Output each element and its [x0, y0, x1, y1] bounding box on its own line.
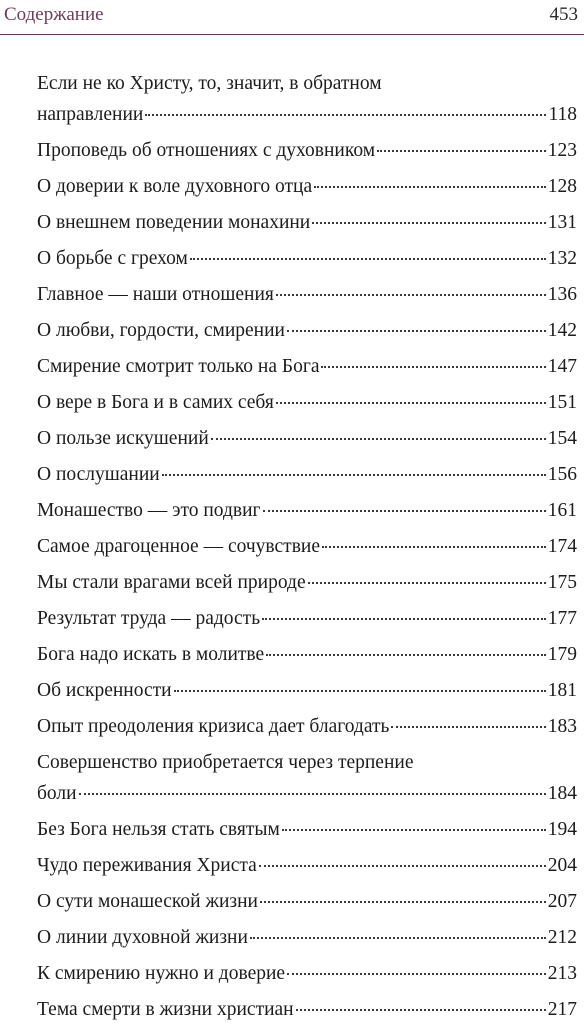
toc-entry-title: Результат труда — радость — [37, 608, 261, 629]
toc-entry-page-number: 174 — [547, 536, 577, 557]
toc-entry-row — [37, 387, 577, 418]
toc-entry[interactable] — [37, 567, 577, 598]
toc-entry-page-number: 131 — [547, 212, 577, 233]
toc-entry-page-number: 184 — [547, 783, 577, 804]
toc-entry-title: О доверии к воле духовного отца — [37, 176, 313, 197]
toc-entry-row — [37, 243, 577, 274]
toc-entry-title: Тема смерти в жизни христиан — [37, 999, 294, 1020]
toc-entry[interactable] — [37, 603, 577, 634]
toc-entry-page-number: 151 — [547, 392, 577, 413]
toc-entry-title-line: Совершенство приобретается через терпение — [37, 752, 414, 773]
toc-entry-title: Бога надо искать в молитве — [37, 644, 265, 665]
dot-leader — [287, 330, 546, 332]
toc-entry[interactable] — [37, 459, 577, 490]
toc-entry-page-number: 136 — [547, 284, 577, 305]
dot-leader — [174, 690, 546, 692]
dot-leader — [296, 1009, 546, 1011]
page-number: 453 — [549, 4, 578, 25]
toc-entry-title: Смирение смотрит только на Бога — [37, 356, 320, 377]
toc-entry[interactable] — [37, 886, 577, 917]
toc-entry-title: О сути монашеской жизни — [37, 891, 258, 912]
toc-entry-title: О вере в Бога и в самих себя — [37, 392, 274, 413]
toc-entry[interactable] — [37, 279, 577, 310]
toc-entry[interactable] — [37, 675, 577, 706]
toc-entry[interactable] — [37, 711, 577, 742]
toc-entry-page-number: 154 — [547, 428, 577, 449]
toc-entry-page-number: 213 — [547, 963, 577, 984]
dot-leader — [276, 402, 546, 404]
toc-entry-title: К смирению нужно и доверие — [37, 963, 286, 984]
toc-entry-row — [37, 171, 577, 202]
toc-entry-row — [37, 531, 577, 562]
dot-leader — [145, 114, 546, 116]
running-header — [0, 0, 584, 35]
toc-entry-page-number: 123 — [547, 140, 577, 161]
toc-entry-row — [37, 207, 577, 238]
dot-leader — [162, 474, 546, 476]
toc-entry[interactable] — [37, 994, 577, 1025]
toc-entry-page-number: 217 — [547, 999, 577, 1020]
toc-entry-page-number: 177 — [547, 608, 577, 629]
toc-entry-title: Главное — наши отношения — [37, 284, 274, 305]
toc-entry-row — [37, 603, 577, 634]
toc-entry-title: О борьбе с грехом — [37, 248, 188, 269]
toc-entry-title: Опыт преодоления кризиса дает благодать — [37, 716, 390, 737]
toc-entry-title: О пользе искушений — [37, 428, 209, 449]
toc-entry-title: Об искренности — [37, 680, 172, 701]
toc-entry-page-number: 118 — [548, 104, 577, 125]
dot-leader — [259, 865, 546, 867]
toc-entry-row — [37, 135, 577, 166]
toc-entry-page-number: 212 — [547, 927, 577, 948]
toc-entry-row — [37, 279, 577, 310]
toc-entry[interactable] — [37, 387, 577, 418]
toc-entry[interactable] — [37, 814, 577, 845]
toc-entry[interactable] — [37, 68, 577, 130]
toc-entry-row — [37, 922, 577, 953]
running-title: Содержание — [4, 4, 104, 25]
toc-entry-row — [37, 850, 577, 881]
toc-entry-page-number: 156 — [547, 464, 577, 485]
toc-entry[interactable] — [37, 495, 577, 526]
toc-entry-title: Проповедь об отношениях с духовником — [37, 140, 376, 161]
table-of-contents — [37, 68, 577, 1030]
toc-entry[interactable] — [37, 207, 577, 238]
toc-entry-title: Монашество — это подвиг — [37, 500, 261, 521]
toc-entry-row — [37, 814, 577, 845]
dot-leader — [322, 546, 546, 548]
dot-leader — [391, 726, 545, 728]
toc-entry-page-number: 161 — [547, 500, 577, 521]
toc-entry-title: Без Бога нельзя стать святым — [37, 819, 280, 840]
toc-entry-page-number: 142 — [547, 320, 577, 341]
dot-leader — [312, 222, 546, 224]
dot-leader — [377, 150, 546, 152]
dot-leader — [79, 793, 546, 795]
toc-entry[interactable] — [37, 315, 577, 346]
toc-entry-page-number: 132 — [547, 248, 577, 269]
toc-entry-row — [37, 711, 577, 742]
toc-entry[interactable] — [37, 922, 577, 953]
toc-entry-page-number: 183 — [547, 716, 577, 737]
dot-leader — [276, 294, 546, 296]
toc-entry[interactable] — [37, 423, 577, 454]
toc-entry[interactable] — [37, 243, 577, 274]
toc-entry[interactable] — [37, 747, 577, 809]
dot-leader — [321, 366, 545, 368]
dot-leader — [190, 258, 546, 260]
toc-entry-page-number: 175 — [547, 572, 577, 593]
toc-entry-row — [37, 459, 577, 490]
dot-leader — [314, 186, 546, 188]
dot-leader — [250, 937, 546, 939]
toc-entry[interactable] — [37, 639, 577, 670]
toc-entry-row — [37, 423, 577, 454]
toc-entry-row — [37, 639, 577, 670]
dot-leader — [211, 438, 546, 440]
toc-entry-row — [37, 99, 577, 130]
toc-entry-row — [37, 315, 577, 346]
toc-entry-row — [37, 886, 577, 917]
dot-leader — [266, 654, 546, 656]
toc-entry-title: Самое драгоценное — сочувствие — [37, 536, 320, 557]
toc-entry-title: боли — [37, 783, 77, 804]
toc-entry-title: Чудо переживания Христа — [37, 855, 257, 876]
toc-entry-page-number: 128 — [547, 176, 577, 197]
dot-leader — [263, 510, 546, 512]
dot-leader — [262, 618, 546, 620]
toc-entry-row — [37, 778, 577, 809]
toc-entry-title: О послушании — [37, 464, 160, 485]
toc-entry-title: О линии духовной жизни — [37, 927, 248, 948]
toc-entry-row — [37, 958, 577, 989]
toc-entry-page-number: 194 — [547, 819, 577, 840]
toc-entry-page-number: 179 — [547, 644, 577, 665]
dot-leader — [308, 582, 546, 584]
toc-entry-title: направлении — [37, 104, 144, 125]
toc-entry-page-number: 147 — [547, 356, 577, 377]
toc-entry[interactable] — [37, 351, 577, 382]
toc-entry-row — [37, 351, 577, 382]
toc-entry-row — [37, 675, 577, 706]
toc-entry-title: О внешнем поведении монахини — [37, 212, 311, 233]
toc-entry-title: О любви, гордости, смирении — [37, 320, 285, 341]
toc-entry-row — [37, 994, 577, 1025]
toc-entry[interactable] — [37, 135, 577, 166]
dot-leader — [282, 829, 546, 831]
toc-entry[interactable] — [37, 958, 577, 989]
toc-entry[interactable] — [37, 850, 577, 881]
toc-entry-page-number: 204 — [547, 855, 577, 876]
toc-entry-title: Мы стали врагами всей природе — [37, 572, 306, 593]
toc-entry-page-number: 181 — [547, 680, 577, 701]
toc-entry-row — [37, 495, 577, 526]
toc-entry-row — [37, 567, 577, 598]
toc-entry-title-line: Если не ко Христу, то, значит, в обратном — [37, 73, 382, 94]
dot-leader — [260, 901, 546, 903]
toc-entry[interactable] — [37, 171, 577, 202]
toc-entry[interactable] — [37, 531, 577, 562]
dot-leader — [287, 973, 546, 975]
toc-entry-page-number: 207 — [547, 891, 577, 912]
